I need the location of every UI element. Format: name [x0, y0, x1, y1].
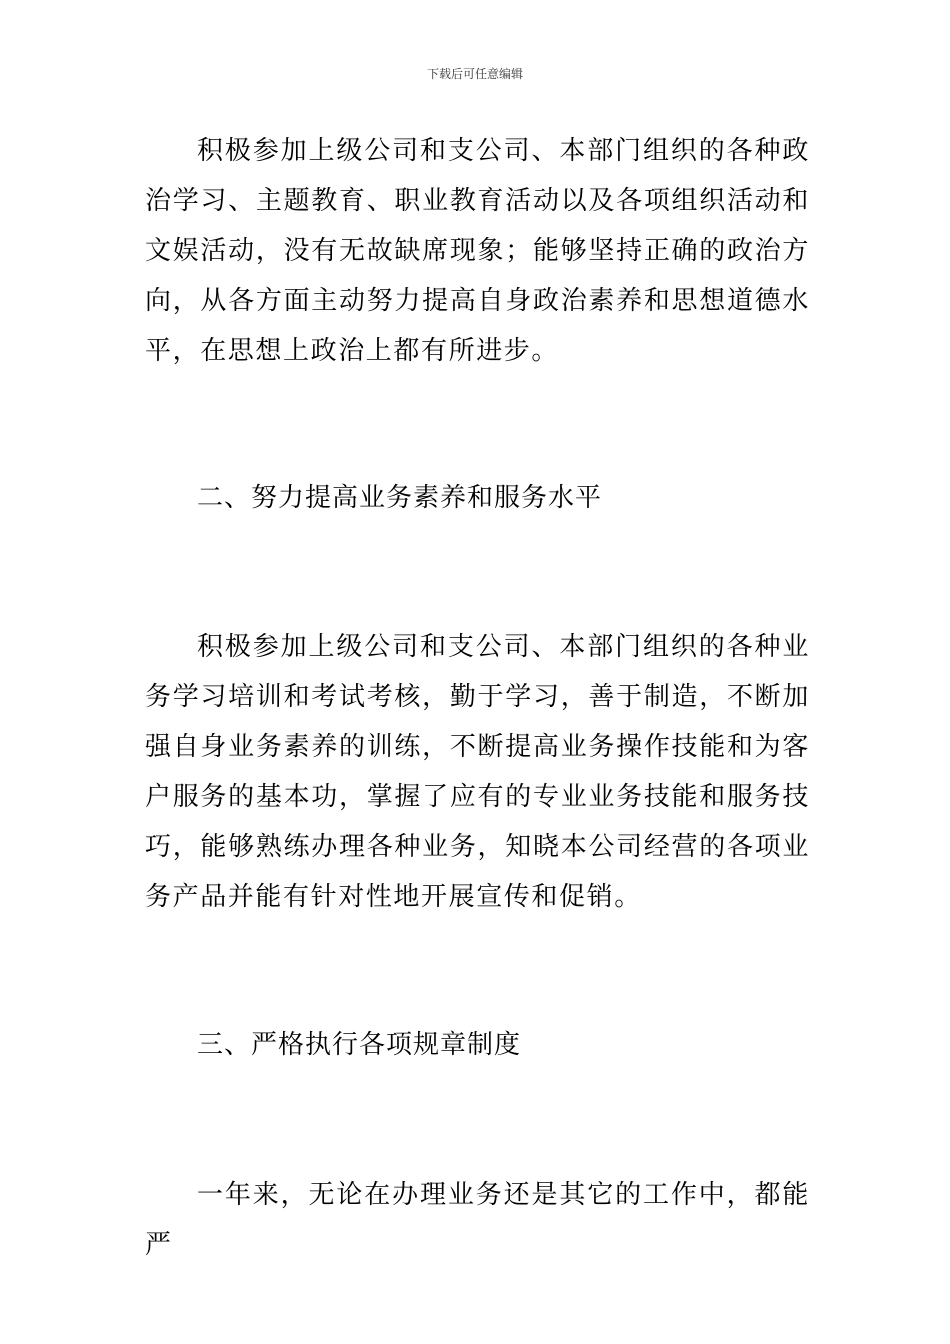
paragraph-regulations-start: 一年来，无论在办理业务还是其它的工作中，都能严: [145, 1180, 810, 1260]
page-header-note: 下载后可任意编辑: [426, 67, 523, 81]
paragraph-business-training: 积极参加上级公司和支公司、本部门组织的各种业务学习培训和考试考核，勤于学习，善于制造，不断加强自身业务素养的训练，不断提高业务操作技能和为客户服务的基本功，掌握了应有的专业业务技能和服务技巧，能够熟练办理各种业务，知晓本公司经营的各项业务产品并能有针对性地开展宣传和促销。: [145, 632, 810, 912]
section-heading-regulations: 三、严格执行各项规章制度: [197, 1030, 522, 1060]
section-heading-business-skills: 二、努力提高业务素养和服务水平: [197, 483, 603, 513]
paragraph-political-study: 积极参加上级公司和支公司、本部门组织的各种政治学习、主题教育、职业教育活动以及各项组织活动和文娱活动，没有无故缺席现象；能够坚持正确的政治方向，从各方面主动努力提高自身政治素养和思想道德水平，在思想上政治上都有所进步。: [145, 136, 810, 366]
